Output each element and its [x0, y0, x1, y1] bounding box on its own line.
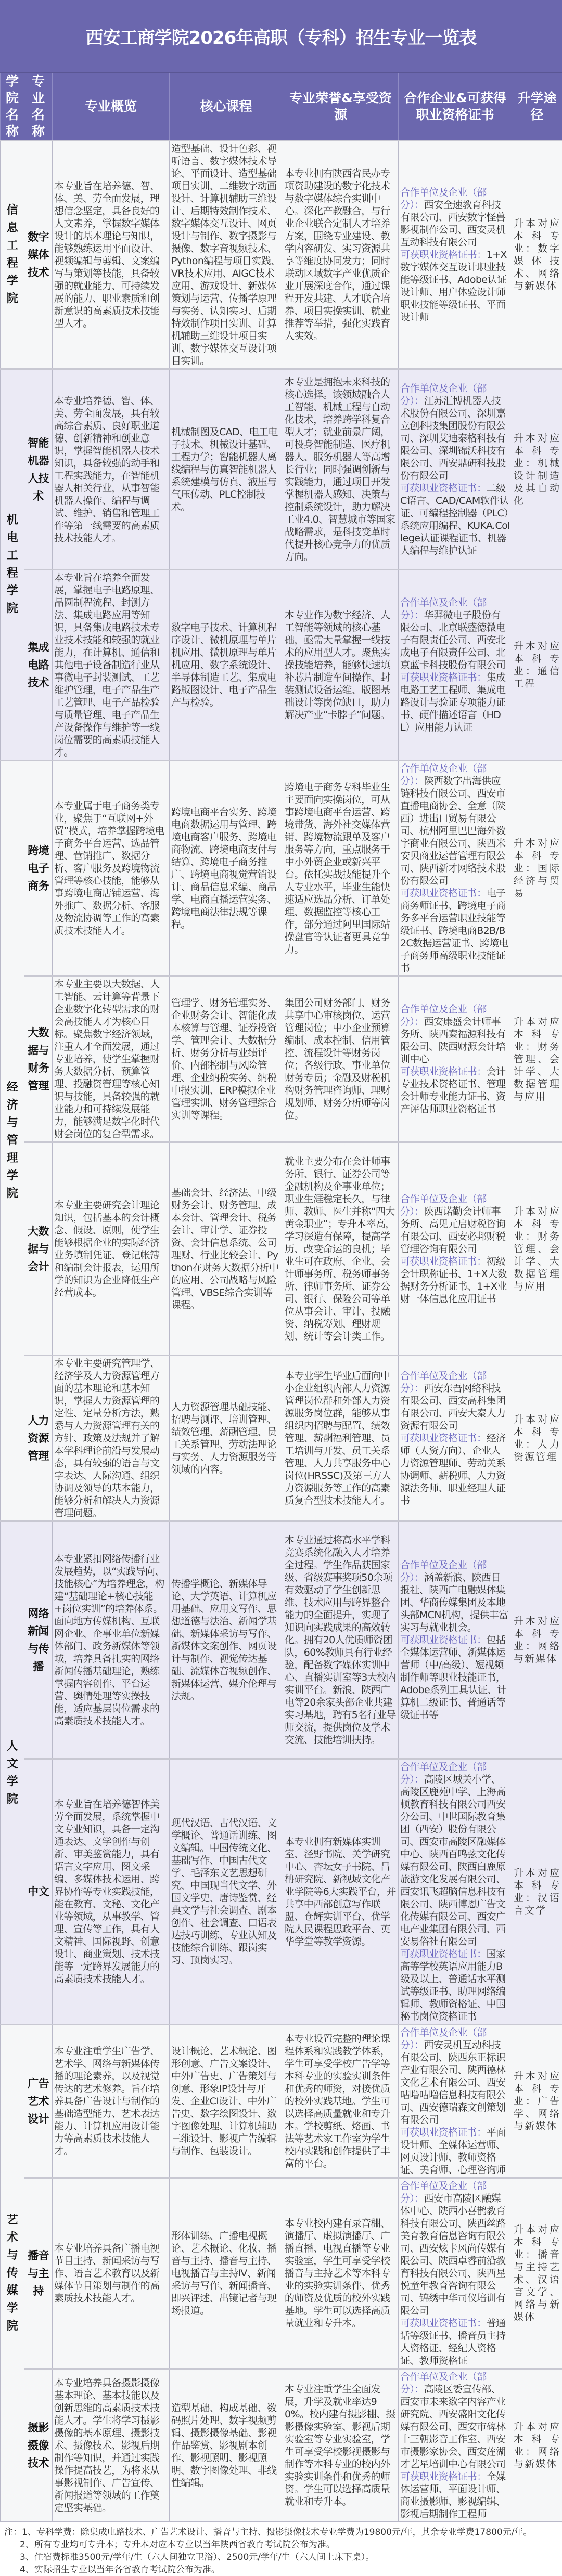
header-path: 升学途径 [512, 73, 562, 141]
certificates-list: 1+X数字媒体交互设计职业技能等级证书、Adobe认证设计师、用户体验设计师职业技能等级证书、平面设计师 [400, 249, 507, 323]
honors-resources: 本专业设置完整的理论课程体系和实践教学体系，学生可享受学校广告学等本科专业的实验实训条件和优秀的师资，对接优质的校外实践基地。学生可以选择高质量就业和专升本。学校剪纸、烙画、书法等艺术家工作室为学生校内实践和创作提供了丰富的平台。 [283, 2025, 399, 2178]
certificates-list: 国家高等学校英语应用能力B级及以上、普通话水平测试等级证书、助理网络编辑师、教师资格证、中国秘书岗位资格证书 [400, 1948, 505, 2022]
major-overview: 本专业培养德、智、体、美、劳全面发展，具有较高综合素质、良好职业道德、创新精神和创业意识，掌握智能机器人技术知识，具备较强的动手和工程实践能力，在智能机器人相关行业，从事智能机器人操作、编程与调试、维护、销售和管理工作等第一线需要的高素质技术技能人才。 [53, 369, 170, 570]
majors-table [0, 73, 562, 2522]
core-courses: 数字电子技术、计算机程序设计、微机原理与单片机应用、微机原理与单片机应用、数字系统设计、半导体制造工艺、集成电路版图设计、电子产品生产与检验。 [170, 570, 283, 761]
partners-list: 西安全速教育科技有限公司、西安数字怪兽影视制作公司、西安灵机互动科技有限公司 [400, 199, 505, 248]
certificates-label: 可获职业资格证书： [400, 888, 487, 899]
certificates-list: 电子商务师证书、跨境电子商务多平台运营职业技能等级证书、跨境电商B2B/B2C数据运营证书、跨境电子商务师高级职业技能证书 [400, 888, 508, 974]
certificates-list: 经济师（人资方向）、企业人力资源管理师、劳动关系协调师、薪税师、人力资源法务师、职业经理人证书 [400, 1433, 505, 1506]
major-overview: 本专业主要研究会计理论知识，包括基本的会计概念、假设、原则，使学生能够根据企业的实际经济业务填制凭证、登记帐簿和编制会计报表，运用所学的知识为企业降低生产经营成本。 [53, 1142, 170, 1356]
notes [0, 2522, 562, 2576]
certificates-label: 可获职业资格证书： [400, 2318, 487, 2329]
table-row [1, 1521, 562, 1759]
partners-block [400, 1370, 510, 1432]
note-item [4, 2526, 558, 2539]
certificates-block [400, 249, 510, 323]
partners-block [400, 762, 510, 887]
partners-certificates [399, 1356, 512, 1521]
partners-list: 高陵区城关小学、高陵区鹿苑中学、上海高顿教育科技有限公司西安分公司、中世国际教育集团（西安）股份有限公司、西安市高陵区融媒体中心、陕西百鸣弦文化传媒有限公司、陕西白鹿原旅游文化发展有限公司、西安讯飞超脑信息科技有限公司、陕西博恩广告文化传媒有限公司、西安广电产业集团有限公司、西安易俗社有限公司 [400, 1774, 505, 1947]
partners-label: 合作单位及企业（部分）： [400, 2027, 487, 2051]
partners-label: 合作单位及企业（部分）： [400, 1761, 487, 1785]
core-courses: 跨境电商平台实务、跨境电商数据运用与管理、跨境电商客户服务、跨境电商物流、跨境电商支付与结算、跨境电子商务推广、跨境电商视觉营销设计、商品信息采编、商品学、电商直播运营实务、跨境电商法律法规等课程。 [170, 761, 283, 977]
note-item: 3、住宿费标准3500元/学年/生（六人间独立卫浴）、2500元/学年/生（六人间上床下桌）。 [4, 2551, 558, 2564]
major-name: 大数据与财务管理 [24, 977, 53, 1142]
certificates-label: 可获职业资格证书： [400, 672, 487, 683]
certificates-label: 可获职业资格证书： [400, 2471, 487, 2482]
major-name: 大数据与会计 [24, 1142, 53, 1356]
certificates-list: 集成电路工艺工程师、集成电路设计与验证专项能力证书、硬件描述语言（HDL）应用能力认证 [400, 672, 505, 733]
major-name: 人力资源管理 [24, 1356, 53, 1521]
core-courses: 传播学概论、新媒体导论、大学英语、计算机应用基础、应用文写作、思想道德与法治、新闻学基础、新媒体采访与写作、新媒体文案创作、网页设计与制作、视觉传达基础、流媒体音视频创作、新媒体运营、媒介伦理与法规。 [170, 1521, 283, 1759]
certificates-block [400, 1948, 510, 2023]
core-courses: 人力资源管理基础技能、招聘与测评、培训管理、绩效管理、薪酬管理、员工关系管理、劳动法理论与实务、人力资源服务等领域的内容。 [170, 1356, 283, 1521]
major-name: 摄影摄像技术 [24, 2369, 53, 2522]
certificates-list: 平面设计师、全媒体运营师、网页设计师、教师资格证、美育师、心理咨询师 [400, 2127, 505, 2176]
partners-list: 华羿微电子股份有限公司、北京联盛德微电子有限责任公司、西安北成电子有限责任公司、北京蓝卡科技股份有限公司 [400, 609, 505, 671]
partners-list: 西安市高陵区融媒体中心、陕西小喜鹊教育科技有限公司、陕西丝路美育教育信息咨询有限公司、西安炫卡风尚传媒有限公司、陕西卓睿前沿教育科技有限公司、陕西星悦童年教育咨询有限公司、锦绣中华司仪培训有限公司 [400, 2193, 505, 2317]
major-name: 智能机器人技术 [24, 369, 53, 570]
partners-label: 合作单位及企业（部分）： [400, 2371, 487, 2395]
partners-certificates [399, 570, 512, 761]
partners-certificates [399, 141, 512, 369]
notes-prefix: 注： [4, 2527, 22, 2538]
certificates-list: 会计专业技术资格证书、管理会计师专业能力证书、资产评估师职业资格证书 [400, 1066, 505, 1115]
upgrade-path: 升本对应本科专业：人力资源管理 [512, 1356, 562, 1521]
partners-block [400, 1003, 510, 1065]
college-name: 经济与管理学院 [1, 761, 24, 1521]
honors-resources: 本专业学生毕业后面向中小企业组织内部人力资源管理岗位群和外部人力资源服务岗位群，能够从事组织内招聘与配置、绩效管理、薪酬福利管理、员工培训与开发、员工关系管理、人力共享服务中心岗位(HRSSC)及第三方人力资源服务等工作的高素质复合型技术技能人才。 [283, 1356, 399, 1521]
honors-resources: 跨境电子商务专科毕业生主要面向实操岗位，可从事跨境电商平台运营、跨境带货、海外社交媒体营销、跨境物流跟单及客户服务等方向，重点服务于中小外贸企业或新兴平台。依托实战技能提升个人专业水平，毕业生能快速适应选品分析、订单处理、数据监控等核心工作，部分通过阿里国际站操盘官等认证者更具竞争力。 [283, 761, 399, 977]
core-courses: 设计概论、艺术概论、图形创意、广告文案设计、中外广告史、广告策划与创意、形象IP设计与开发、企业CI设计、中外广告史、数字绘图设计、数字图像处理、计算机辅助三维设计、影视广告编辑与制作、包装设计。 [170, 2025, 283, 2178]
honors-resources: 本专业是拥抱未来科技的核心选择。该领域融合人工智能、机械工程与自动化技术，培养跨学科复合型人才；就业前景广阔，可投身智能制造、医疗机器人、服务机器人等高增长行业；同时强调创新与实践能力，通过项目开发掌握机器人感知、决策与控制系统设计，助力解决工业4.0、智慧城市等国家战略需求，是科技变革时代提升核心竞争力的优质方向。 [283, 369, 399, 570]
partners-certificates [399, 369, 512, 570]
upgrade-path: 升本对应本科专业：广告学、网络与新媒体 [512, 2025, 562, 2178]
partners-label: 合作单位及企业（部分）： [400, 1004, 487, 1027]
certificates-block [400, 482, 510, 557]
certificates-list: 包括全媒体运营师、新媒体运营师（中/高级）、短视频制作师等职业技能证书，Adobe系列工具认证、计算机二级证书、普通话等级证书等 [400, 1634, 506, 1721]
table-row [1, 2025, 562, 2178]
upgrade-path: 升本对应本科专业：汉语言文学 [512, 1759, 562, 2025]
major-overview: 本专业培养具备摄影摄像基本理论、基本技能以及创新思维的高素质技术技能人才。学生将学习摄影摄像的基本原理、摄影技术、摄像技术、影视后期制作等知识，并通过实践操作提高技艺，为将来从事影视制作、广告宣传、新闻报道等领域的工作奠定坚实基础。 [53, 2369, 170, 2522]
table-body [1, 141, 562, 2522]
certificates-label: 可获职业资格证书： [400, 249, 487, 261]
partners-list: 西安东吾网络科技有限公司、西安高科集团有限公司、西安大秦人力资源有限公司 [400, 1383, 505, 1432]
table-row [1, 977, 562, 1142]
partners-label: 合作单位及企业（部分）： [400, 1193, 487, 1217]
partners-list: 高陵区委宣传部、西安市未来数字内容产业研究院、西安盛阳文化传媒有限公司、西安市碑林十三朝影音工作室、西安市摄影家协会、西安莲湖才艺星培训中心有限公司 [400, 2384, 505, 2470]
header-partners: 合作企业&可获得职业资格证书 [399, 73, 512, 141]
partners-list: 西安灵机互动科技有限公司、陕西东正标识产业有限公司、陕西德林文化艺术有限公司、西安咕噜咕噜信息科技有限公司、西安德瑞森文创策划有限公司 [400, 2039, 505, 2126]
major-overview: 本专业旨在培养德、智、体、美、劳全面发展，理想信念坚定，具备良好的人文素养，掌握数字媒体设计的基本理论与知识，能够熟练运用平面设计、视频编辑与剪辑、文案编写与策划等技能，具备较强的就业能力、可持续发展的能力、职业素质和创新意识的高素质技术技能型人才。 [53, 141, 170, 369]
partners-label: 合作单位及企业（部分）： [400, 763, 487, 787]
honors-resources: 本专业校内建有录音棚、演播厅、虚拟演播厅、广播直播、电视直播等专业实验室，学生可享受学校播音与主持艺术等本科专业的实验实训条件、优秀的师资及优质的校外实践基地。学生可以选择高质量就业和专升本。 [283, 2178, 399, 2369]
partners-list: 涵盖新浪、陕西日报社、陕西广电融媒体集团、华商传媒集团及本地头部MCN机构，提供丰富实习与就业机会。 [400, 1572, 508, 1633]
major-overview: 本专业培养具备广播电视节目主持、新闻采访与写作、语言艺术教育以及新媒体节目策划与制作的高素质技术技能人才。 [53, 2178, 170, 2369]
table-row [1, 2369, 562, 2522]
partners-list: 陕西诺勤会计师事务所、高见元启财税咨询有限公司、西安必邦财税管理咨询有限公司 [400, 1206, 505, 1255]
certificates-block [400, 1255, 510, 1305]
honors-resources: 本专业拥有陕西省民办专项资助建设的数字化技术与数字媒体综合实训中心。深化产教融合，与行业企业联合定制人才培养方案，围绕专业建设、教学内容研发、实习资源共享等维度协同发力；同时联动区域数字产业优质企业开展深度合作，通过课程开发共建、人才联合培养、项目实操实训、就业推荐等举措，强化实践育人实效。 [283, 141, 399, 369]
partners-label: 合作单位及企业（部分）： [400, 187, 487, 211]
major-overview: 本专业属于电子商务类专业，聚焦于“互联网+外贸”模式，培养掌握跨境电子商务平台运营、选品管理、营销推广、数据分析、客户服务及跨境物流管理等核心技能，能够从事跨境电商店铺运营、海外推广、数据分析、客服及物流协调等工作的高素质技术技能人才。 [53, 761, 170, 977]
certificates-label: 可获职业资格证书： [400, 1433, 487, 1444]
note-item: 2、所有专业均可专升本；专升本对应本专业以当年陕西省教育考试院公布为准。 [4, 2539, 558, 2551]
core-courses: 机械制图及CAD、电工电子技术、机械设计基础、工程力学；智能机器人离线编程与仿真智能机器人系统建模与仿真、液压与气压传动、PLC控制技术。 [170, 369, 283, 570]
certificates-block [400, 1432, 510, 1507]
partners-certificates [399, 2178, 512, 2369]
upgrade-path: 升本对应本科专业：国际经济与贸易 [512, 761, 562, 977]
certificates-label: 可获职业资格证书： [400, 1066, 487, 1077]
major-name: 数字媒体技术 [24, 141, 53, 369]
certificates-block [400, 1065, 510, 1115]
honors-resources: 本专业作为数字经济、人工智能等领域的核心基础，亟需大量掌握一线技术的应用型人才。聚焦实操技能培养，能够快速填补芯片制造车间操作、封装测试设备运维、版图基础设计等岗位缺口，助力解决产业“卡脖子”问题。 [283, 570, 399, 761]
honors-resources: 本专业注重学生全面发展，升学及就业率达90%。校内建有摄影棚、摄影摄像实验室、影视后期实验室等专业实验室，学生可享受学校影视摄影与制作等本科专业的校内外实验实训条件和优秀的师资。学生可以选择高质量就业和专升本。 [283, 2369, 399, 2522]
certificates-block [400, 2126, 510, 2176]
partners-certificates [399, 977, 512, 1142]
upgrade-path: 升本对应本科专业：机械设计制造及其自动化 [512, 369, 562, 570]
table-row [1, 1356, 562, 1521]
certificates-block [400, 1634, 510, 1721]
partners-block [400, 1559, 510, 1634]
page-title: 西安工商学院2026年高职（专科）招生专业一览表 [0, 0, 562, 73]
partners-certificates [399, 2025, 512, 2178]
upgrade-path: 升本对应本科专业：网络与新媒体 [512, 1521, 562, 1759]
honors-resources: 集团公司财务部门、财务共享中心审核岗位、运营管理岗位；中小企业预算编制、成本控制、信用管控、流程设计等财务岗位；各级行政、事业单位财务专员；金融及财税机构财务管理咨询师、理财规划师、财务分析师等岗位。 [283, 977, 399, 1142]
partners-block [400, 1193, 510, 1255]
table-row [1, 2178, 562, 2369]
partners-block [400, 2026, 510, 2126]
certificates-list: 普通话等级证书、播音员主持人资格证、经纪人资格证、教师资格证 [400, 2318, 505, 2366]
core-courses: 造型基础、构成基础、数码照片处理、数字视频剪辑、摄影摄像基础、影视作品鉴赏、影视剧本创作、影视照明、影视照明、数字图像处理、非线性编辑。 [170, 2369, 283, 2522]
major-overview: 本专业旨在培养全面发展，掌握电子电路原理、晶圆制程流程、封测方法、集成电路应用等知识，具备集成电路技术专业技术技能和较强的就业能力，在计算机、通信和其他电子设备制造行业从事微电子封装测试、工艺维护管理，电子产品生产工艺管理、电子产品检验与质量管理、电子产品生产设备操作与维护等一线岗位需要的高素质技能人才。 [53, 570, 170, 761]
partners-label: 合作单位及企业（部分）： [400, 1370, 487, 1394]
partners-certificates [399, 1759, 512, 2025]
major-name: 网络新闻与传播 [24, 1521, 53, 1759]
major-overview: 本专业紧扣网络传播行业发展趋势，以“实践导向、技能核心”为培养理念，构建“基础理论+核心技能+岗位实训”的培养体系。面向地方传媒机构、互联网企业、企事业单位新媒体部门、政务新媒体等领域，培养具备扎实的网络新闻传播基础理论，熟练掌握内容创作、平台运营、舆情处理等实操技能，适应基层岗位需求的高素质技术技能人才。 [53, 1521, 170, 1759]
honors-resources: 本专业拥有新媒体实训室、泾野书院、关学研究中心、杏坛女子书院、吕柟研究院、新视域文化产业学院等6大实践平台，并共享中西部创意写作联盟、仓辉实训平台、优学院人民课程思政平台、英华学堂等教学资源。 [283, 1759, 399, 2025]
partners-block [400, 2180, 510, 2317]
partners-block [400, 382, 510, 482]
certificates-label: 可获职业资格证书： [400, 1256, 487, 1267]
certificates-list: 初级会计职称证书、1+X大数据财务分析证书、1+X业财一体信息化应用证书 [400, 1256, 507, 1305]
header-college: 学院名称 [1, 73, 24, 141]
major-name: 中文 [24, 1759, 53, 2025]
major-overview: 本专业旨在培养德智体美劳全面发展，系统掌握中文专业知识，具备一定沟通表达、文学创作与创新、审美鉴赏能力，具有语言文字应用、图文采编、多媒体技术运用、跨界协作等专业实践技能，能在教育、文秘、文化产业等领域，从事教学、管理、宣传等工作，具有人文精神、国际视野、创意设计、商业策划、技术技能等一定跨界发展能力的高素质技术技能人才。 [53, 1759, 170, 2025]
partners-block [400, 2371, 510, 2470]
table-row [1, 1759, 562, 2025]
core-courses: 造型基础、设计色彩、视听语言、数字媒体技术导论、平面设计、造型基础项目实训、二维数字动画设计、计算机辅助三维设计、后期特效制作技术、数字媒体交互设计、网页设计与制作、数字摄影与摄像、数字音视频技术、Python编程与项目实践、VR技术应用、AIGC技术应用、游戏设计、新媒体策划与运营、传播学原理与实务、认知实习、后期特效制作项目实训、计算机辅助三维设计项目实训、数字媒体交互设计项目实训。 [170, 141, 283, 369]
college-name: 机电工程学院 [1, 369, 24, 761]
major-name: 广告艺术设计 [24, 2025, 53, 2178]
upgrade-path: 升本对应本科专业：网络与新媒体 [512, 2369, 562, 2522]
note-text: 1、专科学费：除集成电路技术、广告艺术设计、播音与主持、摄影摄像技术专业学费为19800元/年，其余专业学费17800元/年。 [22, 2527, 532, 2538]
certificates-block [400, 671, 510, 734]
certificates-label: 可获职业资格证书： [400, 1634, 487, 1646]
partners-list: 江苏汇博机器人技术股份有限公司、深圳嘉立创科技集团股份有限公司、深圳艾迪泰格科技有限公司、深圳锦沃科技有限公司、西安鼎研科技股份有限公司 [400, 395, 505, 482]
partners-list: 西安康盛会计师事务所、陕西秦福源科技有限公司、陕西财源会计培训中心 [400, 1016, 505, 1065]
partners-certificates [399, 761, 512, 977]
header-overview: 专业概览 [53, 73, 170, 141]
partners-certificates [399, 2369, 512, 2522]
major-overview: 本专业主要以大数据、人工智能、云计算等背景下企业数字化转型需求的财会高技能人才为核心目标。聚焦数字经济领域，注重人才全面发展，通过专业培养，使学生掌握财务大数据分析、预算管理、投融资管理等核心知识与技能，具备较强的就业能力和可持续发展能力，能够满足数字化时代财会岗位的复合型需求。 [53, 977, 170, 1142]
partners-certificates [399, 1521, 512, 1759]
core-courses: 基础会计、经济法、中级财务会计、财务管理、成本会计、管理会计、税务会计、审计学、证券投资、会计信息系统、公司理财、行业比较会计、Python在财务大数据分析中的应用、公司战略与风险管理、VBSE综合实训等课程。 [170, 1142, 283, 1356]
partners-label: 合作单位及企业（部分）： [400, 2180, 487, 2204]
table-row [1, 141, 562, 369]
upgrade-path: 升本对应本科专业：财务管理、会计学、大数据管理与应用 [512, 1142, 562, 1356]
partners-list: 陕西数字出海供应链科技有限公司、西安市直播电商协会、全意（陕西）进出口贸易有限公司、杭州阿里巴巴海外数字商业有限公司、陕西米安贝商业运营管理有限公司、陕西新才网络技术股份有限公司 [400, 775, 505, 887]
major-name: 集成电路技术 [24, 570, 53, 761]
header-major: 专业名称 [24, 73, 53, 141]
table-row [1, 761, 562, 977]
honors-resources: 本专业通过将高水平学科竞赛系统化融入人才培养全过程。学生作品获国家级、省级赛事奖项50余项有效驱动了学生创新思维、技术应用与跨界整合能力的全面提升，实现了知识向实践成果的高效转化。拥有20人优质师资团队，60%教师具有行业经验，配备数字媒体实训中心、直播实训室等3大校内实训平台。新浪、陕西广电等20余家头部企业共建实习基地，聘有5名行业导师交流，提供岗位及学术交流、技能培训扶持。 [283, 1521, 399, 1759]
core-courses: 管理学、财务管理实务、企业财务会计、智能化成本核算与管理、证券投资学、管理会计、大数据分析、财务分析与业绩评价、内部控制与风险管理、企业纳税实务、纳税申报实训、ERP模拟企业管理实训、财务管理综合实训等课程。 [170, 977, 283, 1142]
certificates-block [400, 2317, 510, 2367]
certificates-block [400, 2470, 510, 2520]
college-name: 人文学院 [1, 1521, 24, 2025]
header-honors: 专业荣誉&享受资源 [283, 73, 399, 141]
upgrade-path: 升本对应本科专业：播音与主持艺术、汉语言文学、网络与新媒体 [512, 2178, 562, 2369]
partners-block [400, 186, 510, 249]
partners-certificates [399, 1142, 512, 1356]
table-row [1, 1142, 562, 1356]
header-courses: 核心课程 [170, 73, 283, 141]
partners-block [400, 1761, 510, 1948]
major-overview: 本专业注重学生广告学、艺术学、网络与新媒体传播的理论素养，以及视觉传达的艺术修养。旨在培养具备广告设计与制作的基础造型能力、艺术表达能力、计算机应用设计能力等高素质技术技能人才。 [53, 2025, 170, 2178]
note-item: 4、实际招生专业以当年各省教育考试院公布为准。 [4, 2564, 558, 2576]
partners-label: 合作单位及企业（部分）： [400, 383, 487, 407]
major-name: 播音与主持 [24, 2178, 53, 2369]
certificates-list: 全媒体运营师、平面设计师、商业摄影师、影视编辑、影视后期制作工程师 [400, 2471, 505, 2520]
certificates-list: 二级C语言、CAD/CAM软件认证、可编程控制器（PLC）系统应用编程、KUKA.College认证课程证书、机器人编程与维护认证 [400, 483, 510, 556]
partners-label: 合作单位及企业（部分）： [400, 1559, 487, 1583]
certificates-block [400, 887, 510, 974]
college-name: 信息工程学院 [1, 141, 24, 369]
certificates-label: 可获职业资格证书： [400, 1948, 487, 1960]
upgrade-path: 升本对应本科专业：数字媒体技术、网络与新媒体 [512, 141, 562, 369]
partners-label: 合作单位及企业（部分）： [400, 597, 487, 621]
upgrade-path: 升本对应本科专业：财务管理、会计学、大数据管理与应用 [512, 977, 562, 1142]
core-courses: 形体训练、广播电视概论、艺术概论、化妆、播音与主持、播音与主持、电视播音与主持Ⅳ、新闻采访与写作、新闻播音、即兴评述、出镜记者与现场报道。 [170, 2178, 283, 2369]
major-name: 跨境电子商务 [24, 761, 53, 977]
certificates-label: 可获职业资格证书： [400, 483, 487, 494]
table-row [1, 570, 562, 761]
table-row [1, 369, 562, 570]
table-header-row [1, 73, 562, 141]
core-courses: 现代汉语、古代汉语、文学概论、普通话训练、图文编辑。中国传统文化、基础写作、中国古代文学、毛泽东文艺思想研究、中国现当代文学、外国文学史、唐诗鉴赏、经典文学与社会调查、剧本创作、社会调查、口语表达技巧训练、专业认知及技能综合训练、跟岗实习、顶岗实习。 [170, 1759, 283, 2025]
upgrade-path: 升本对应本科专业：通信工程 [512, 570, 562, 761]
major-overview: 本专业主要研究管理学、经济学及人力资源管理方面的基本理论和基本知识，掌握人力资源管理的定性、定量分析方法，熟悉与人力资源管理有关的方针、政策及法规并了解本学科理论前沿与发展动态，具有较强的语言与文字表达、人际沟通、组织协调及领导的基本能力，能够分析和解决人力资源管理问题。 [53, 1356, 170, 1521]
partners-block [400, 596, 510, 671]
certificates-label: 可获职业资格证书： [400, 2127, 487, 2138]
honors-resources: 就业主要分布在会计师事务所、银行、证券公司等金融机构及企事业单位；职业生涯稳定长久，与律师、教师、医生并称“四大黄金职业”；专升本率高，学习深造有保障，提高学历、改变命运的良机；毕业生可在政府、企业、会计师事务所、税务师事务所、律师事务所、证券公司、银行、保险公司等单位从事会计、审计、投融资、纳税筹划、理财规划、统计等会计类工作。 [283, 1142, 399, 1356]
college-name: 艺术与传媒学院 [1, 2025, 24, 2522]
